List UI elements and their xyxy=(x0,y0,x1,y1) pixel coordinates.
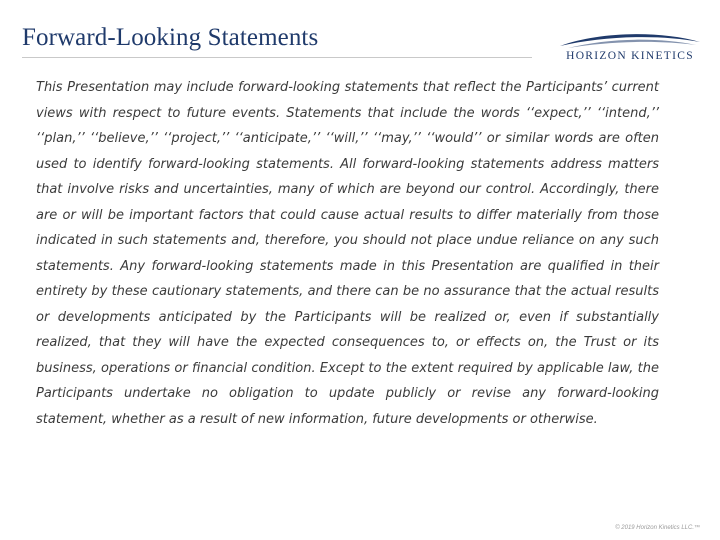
slide-title: Forward-Looking Statements xyxy=(22,24,319,51)
disclaimer-paragraph: This Presentation may include forward-looking statements that reflect the Participants’ current views with respect to future events. Statements that include the words ‘‘expect,’’ ‘‘intend,’’ ‘‘plan,’’ ‘‘believe,’’ ‘‘project,’’ ‘‘anticipate,’’ ‘‘will,’’ ‘‘may,’’ ‘‘would’’ or similar words are often used to identify forward-looking statements. All forward-looking statements address matters that involve risks and uncertainties, many of which are beyond our control. Accordingly, there are or will be important factors that could cause actual results to differ materially from those indicated in such statements and, therefore, you should not place undue reliance on any such statements. Any forward-looking statements made in this Presentation are qualified in their entirety by these cautionary statements, and there can be no assurance that the actual results or developments anticipated by the Participants will be realized or, even if substantially realized, that they will have the expected consequences to, or effects on, the Trust or its business, operations or financial condition. Except to the extent required by applicable law, the Participants undertake no obligation to update publicly or revise any forward-looking statement, whether as a result of new information, future developments or otherwise. xyxy=(36,80,659,427)
logo-swoosh-icon xyxy=(558,30,702,50)
logo-wordmark: HORIZON KINETICS xyxy=(566,50,694,62)
copyright-footer: © 2019 Horizon Kinetics LLC.™ xyxy=(615,525,700,531)
horizon-kinetics-logo xyxy=(556,30,704,70)
title-divider xyxy=(22,57,532,58)
